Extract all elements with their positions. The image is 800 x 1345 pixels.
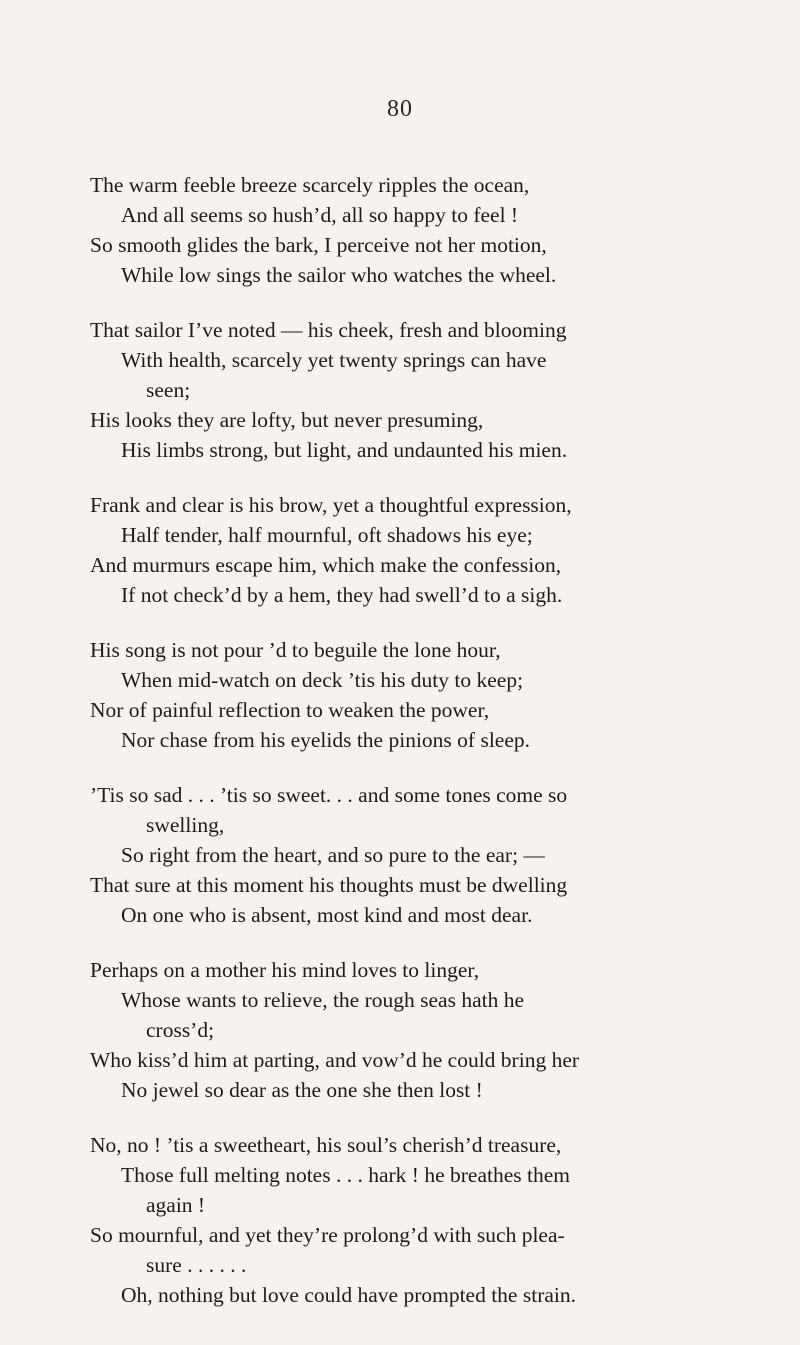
stanza-5 — [90, 780, 770, 930]
poem-line: That sailor I’ve noted — his cheek, fresh and blooming — [90, 318, 567, 342]
poem-line: And murmurs escape him, which make the confession, — [90, 553, 562, 577]
poem-line: Oh, nothing but love could have prompted the strain. — [121, 1283, 576, 1307]
poem-line: His looks they are lofty, but never presuming, — [90, 408, 484, 432]
poem-line: The warm feeble breeze scarcely ripples the ocean, — [90, 173, 530, 197]
poem — [90, 170, 770, 1335]
poem-line: Those full melting notes . . . hark ! he breathes them — [121, 1163, 570, 1187]
poem-line: ’Tis so sad . . . ’tis so sweet. . . and some tones come so — [90, 783, 568, 807]
stanza-3 — [90, 490, 770, 610]
poem-line: Whose wants to relieve, the rough seas hath he — [121, 988, 524, 1012]
poem-line: With health, scarcely yet twenty springs can have — [121, 348, 547, 372]
poem-line: No jewel so dear as the one she then lost ! — [121, 1078, 483, 1102]
stanza-6 — [90, 955, 770, 1105]
page-number: 80 — [387, 96, 413, 122]
poem-line: Half tender, half mournful, oft shadows his eye; — [121, 523, 533, 547]
poem-line: So right from the heart, and so pure to the ear; — — [121, 843, 545, 867]
stanza-2 — [90, 315, 770, 465]
poem-line: While low sings the sailor who watches the wheel. — [121, 263, 557, 287]
poem-line: If not check’d by a hem, they had swell’d to a sigh. — [121, 583, 563, 607]
poem-line: His limbs strong, but light, and undaunted his mien. — [121, 438, 568, 462]
poem-line: Frank and clear is his brow, yet a thoughtful expression, — [90, 493, 572, 517]
poem-line: Nor of painful reflection to weaken the power, — [90, 698, 490, 722]
poem-line-continuation: swelling, — [146, 813, 225, 837]
poem-line-continuation: seen; — [146, 378, 191, 402]
poem-line: So mournful, and yet they’re prolong’d with such plea- — [90, 1223, 565, 1247]
stanza-1 — [90, 170, 770, 290]
poem-line: No, no ! ’tis a sweetheart, his soul’s cherish’d treasure, — [90, 1133, 562, 1157]
poem-line: Nor chase from his eyelids the pinions of sleep. — [121, 728, 531, 752]
poem-line-continuation: again ! — [146, 1193, 206, 1217]
poem-line: So smooth glides the bark, I perceive not her motion, — [90, 233, 547, 257]
poem-line-continuation: sure . . . . . . — [146, 1253, 247, 1277]
poem-line: That sure at this moment his thoughts must be dwelling — [90, 873, 568, 897]
poem-line: His song is not pour ’d to beguile the lone hour, — [90, 638, 501, 662]
poem-line: And all seems so hush’d, all so happy to feel ! — [121, 203, 519, 227]
poem-line: Perhaps on a mother his mind loves to linger, — [90, 958, 480, 982]
stanza-4 — [90, 635, 770, 755]
stanza-7 — [90, 1130, 770, 1310]
poem-line: When mid-watch on deck ’tis his duty to keep; — [121, 668, 524, 692]
poem-line: On one who is absent, most kind and most dear. — [121, 903, 533, 927]
poem-line: Who kiss’d him at parting, and vow’d he could bring her — [90, 1048, 580, 1072]
poem-line-continuation: cross’d; — [146, 1018, 215, 1042]
